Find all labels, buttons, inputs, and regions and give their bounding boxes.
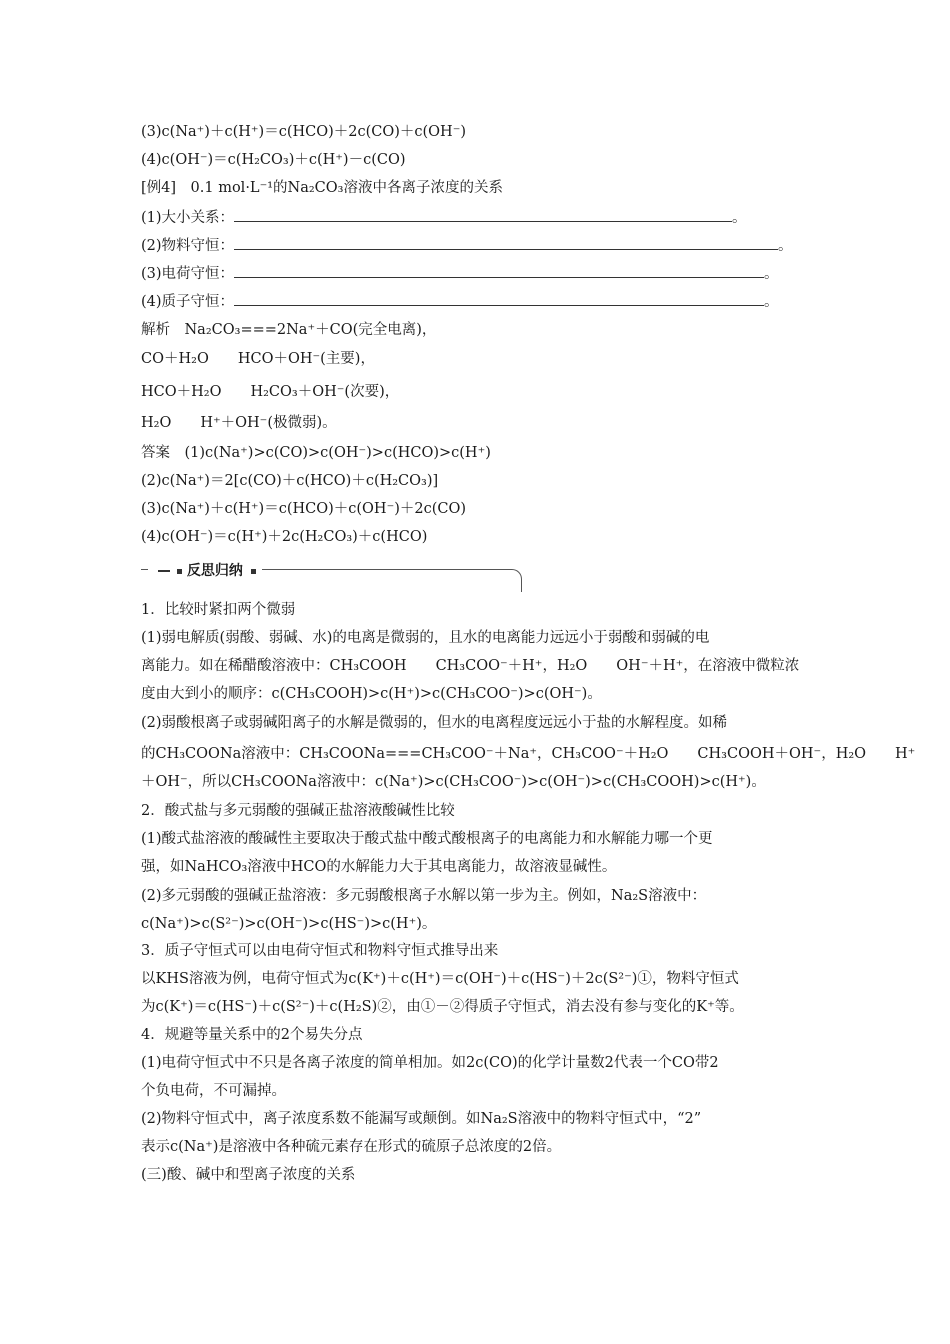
blank-question-1: (1)大小关系： 。 <box>141 207 747 228</box>
answer-line: (2)c(Na⁺)＝2[c(CO)＋c(HCO)＋c(H₂CO₃)] <box>141 473 439 489</box>
paragraph-line: 度由大到小的顺序：c(CH₃COOH)>c(H⁺)>c(CH₃COO⁻)>c(OH⁻)。 <box>141 686 602 702</box>
blank-question-4: (4)质子守恒： 。 <box>141 291 779 312</box>
analysis-line: H₂O H⁺＋OH⁻(极微弱)。 <box>141 415 337 431</box>
summary-heading: 4．规避等量关系中的2个易失分点 <box>141 1027 363 1043</box>
summary-heading: 3．质子守恒式可以由电荷守恒式和物料守恒式推导出来 <box>141 943 499 959</box>
paragraph-line: (2)弱酸根离子或弱碱阳离子的水解是微弱的，但水的电离程度远远小于盐的水解程度。如稀 <box>141 715 728 731</box>
section-title: 反思归纳 <box>148 562 262 580</box>
paragraph-line: 强，如NaHCO₃溶液中HCO的水解能力大于其电离能力，故溶液显碱性。 <box>141 859 617 875</box>
paragraph-line: (2)多元弱酸的强碱正盐溶液：多元弱酸根离子水解以第一步为主。例如，Na₂S溶液中： <box>141 888 707 904</box>
paragraph-line: 表示c(Na⁺)是溶液中各种硫元素存在形式的硫原子总浓度的2倍。 <box>141 1139 562 1155</box>
answer-blank[interactable] <box>234 207 732 222</box>
analysis-line: HCO＋H₂O H₂CO₃＋OH⁻(次要)， <box>141 384 400 400</box>
title-bar-decoration <box>158 570 170 572</box>
paragraph-line: 的CH₃COONa溶液中：CH₃COONa===CH₃COO⁻＋Na⁺，CH₃COO⁻＋H₂O CH₃COOH＋OH⁻，H₂O H⁺ <box>141 746 916 762</box>
analysis-line: 解析 Na₂CO₃===2Na⁺＋CO(完全电离)， <box>141 322 437 338</box>
paragraph-line: 个负电荷，不可漏掉。 <box>141 1083 286 1099</box>
square-bullet-icon <box>251 569 256 574</box>
example-heading: [例4] 0.1 mol·L⁻¹的Na₂CO₃溶液中各离子浓度的关系 <box>141 180 503 196</box>
blank-question-2: (2)物料守恒： 。 <box>141 235 793 256</box>
paragraph-line: (1)弱电解质(弱酸、弱碱、水)的电离是微弱的，且水的电离能力远远小于弱酸和弱碱的电 <box>141 630 710 646</box>
answer-line: 答案 (1)c(Na⁺)>c(CO)>c(OH⁻)>c(HCO)>c(H⁺) <box>141 445 491 461</box>
paragraph-line: 离能力。如在稀醋酸溶液中：CH₃COOH CH₃COO⁻＋H⁺，H₂O OH⁻＋H⁺，在溶液中微粒浓 <box>141 658 800 674</box>
blank-question-3: (3)电荷守恒： 。 <box>141 263 779 284</box>
blank-label: (2)物料守恒： <box>141 238 235 254</box>
paragraph-line: 以KHS溶液为例，电荷守恒式为c(K⁺)＋c(H⁺)＝c(OH⁻)＋c(HS⁻)＋2c(S²⁻)①，物料守恒式 <box>141 971 739 987</box>
paragraph-line: (1)电荷守恒式中不只是各离子浓度的简单相加。如2c(CO)的化学计量数2代表一个CO带2 <box>141 1055 719 1071</box>
answer-line: (3)c(Na⁺)＋c(H⁺)＝c(HCO)＋c(OH⁻)＋2c(CO) <box>141 501 467 517</box>
paragraph-line: (2)物料守恒式中，离子浓度系数不能漏写或颠倒。如Na₂S溶液中的物料守恒式中，“2” <box>141 1111 702 1127</box>
paragraph-line: (1)酸式盐溶液的酸碱性主要取决于酸式盐中酸式酸根离子的电离能力和水解能力哪一个更 <box>141 831 713 847</box>
analysis-line: CO＋H₂O HCO＋OH⁻(主要)， <box>141 351 375 367</box>
paragraph-line: c(Na⁺)>c(S²⁻)>c(OH⁻)>c(HS⁻)>c(H⁺)。 <box>141 916 437 932</box>
paragraph-line: ＋OH⁻，所以CH₃COONa溶液中：c(Na⁺)>c(CH₃COO⁻)>c(OH⁻)>c(CH₃COOH)>c(H⁺)。 <box>141 774 766 790</box>
equation-line: (3)c(Na⁺)＋c(H⁺)＝c(HCO)＋2c(CO)＋c(OH⁻) <box>141 124 467 140</box>
square-bullet-icon <box>177 569 182 574</box>
blank-label: (4)质子守恒： <box>141 294 235 310</box>
paragraph-line: 为c(K⁺)＝c(HS⁻)＋c(S²⁻)＋c(H₂S)②，由①－②得质子守恒式，消去没有参与变化的K⁺等。 <box>141 999 744 1015</box>
summary-heading: 2．酸式盐与多元弱酸的强碱正盐溶液酸碱性比较 <box>141 803 455 819</box>
answer-blank[interactable] <box>234 291 764 306</box>
answer-blank[interactable] <box>234 235 778 250</box>
equation-line: (4)c(OH⁻)＝c(H₂CO₃)＋c(H⁺)－c(CO) <box>141 152 406 168</box>
section-heading: (三)酸、碱中和型离子浓度的关系 <box>141 1167 356 1183</box>
blank-label: (1)大小关系： <box>141 210 235 226</box>
answer-blank[interactable] <box>234 263 764 278</box>
summary-heading: 1．比较时紧扣两个微弱 <box>141 602 296 618</box>
answer-line: (4)c(OH⁻)＝c(H⁺)＋2c(H₂CO₃)＋c(HCO) <box>141 529 428 545</box>
blank-label: (3)电荷守恒： <box>141 266 235 282</box>
